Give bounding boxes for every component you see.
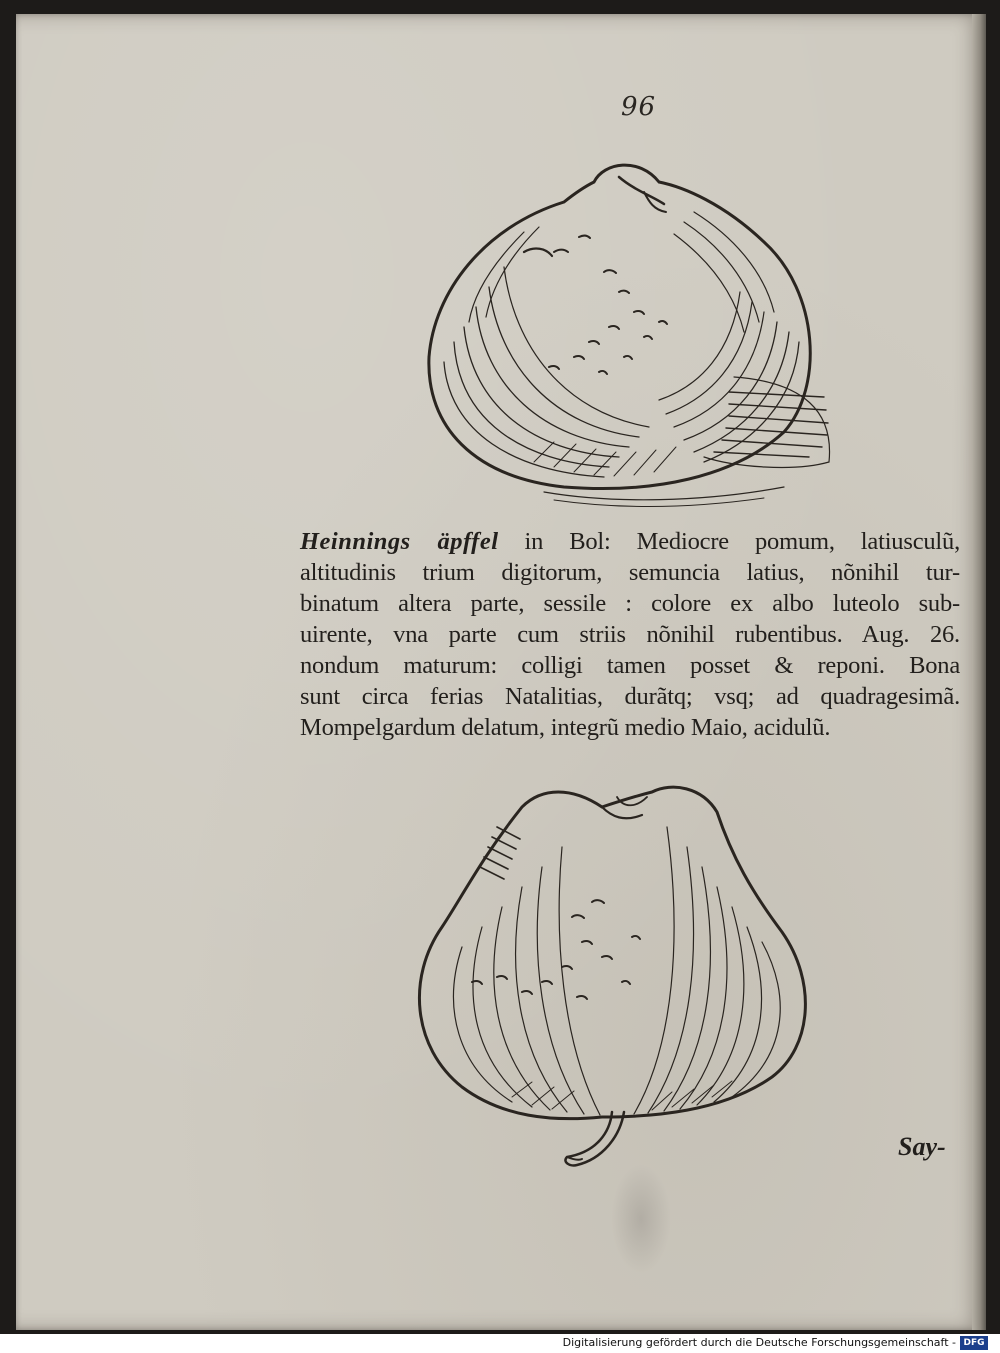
apple-variety-name: Heinnings äpffel [300,528,499,555]
text-line: binatum altera parte, sessile : colore ex albo luteolo sub- [300,590,960,617]
apple-description-text [300,526,960,743]
text-line: uirente, vna parte cum striis nõnihil rubentibus. Aug. 26. [300,621,960,648]
page-number: 96 [621,92,657,122]
text-line: Heinnings äpffel in Bol: Mediocre pomum, latiusculũ, [300,528,960,555]
text-line: altitudinis trium digitorum, semuncia latius, nõnihil tur- [300,559,960,586]
funding-credit: Digitalisierung gefördert durch die Deutsche Forschungsgemeinschaft - [562,1336,956,1349]
dfg-logo: DFG [960,1336,988,1350]
page-edge [972,14,986,1330]
text-line: sunt circa ferias Natalitias, durãtq; vsq; ad quadragesimã. [300,683,960,710]
footer-bar [0,1334,1000,1353]
catchword: Say- [898,1132,946,1161]
book-page [16,14,986,1330]
text-line: nondum maturum: colligi tamen posset & reponi. Bona [300,652,960,679]
pear-shaped-apple-woodcut-illustration [402,767,822,1177]
paper-stain [611,1164,671,1274]
apple-woodcut-illustration [404,142,844,522]
text-line: Mompelgardum delatum, integrũ medio Maio, acidulũ. [300,714,831,741]
